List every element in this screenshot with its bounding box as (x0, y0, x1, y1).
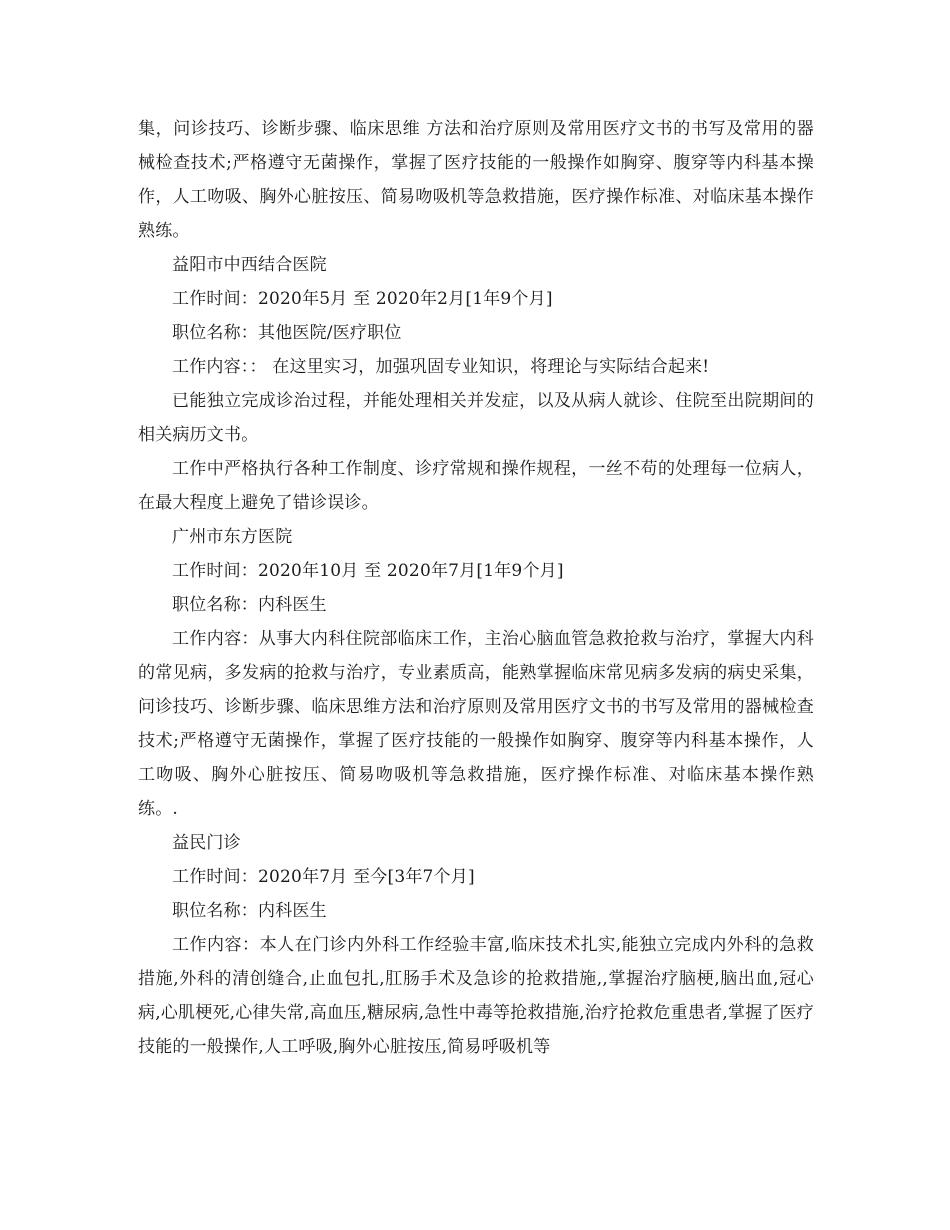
job-title: 职位名称：内科医生 (172, 901, 327, 921)
paragraph-continuation: 集，问诊技巧、诊断步骤、临床思维 方法和治疗原则及常用医疗文书的书写及常用的器械检查技术;严格遵守无菌操作，掌握了医疗技能的一般操作如胸穿、腹穿等内科基本操作，人工吻吸、胸外心脏按压、简易吻吸机等急救措施，医疗操作标准、对临床基本操作熟练。 (138, 119, 814, 241)
employer-name: 益民门诊 (172, 833, 241, 853)
work-period: 工作时间：2020年7月 至今[3年7个月] (172, 867, 475, 887)
work-period: 工作时间：2020年5月 至 2020年2月[1年9个月] (172, 289, 553, 309)
job-content: 工作内容：： 在这里实习，加强巩固专业知识，将理论与实际结合起来! (172, 357, 710, 377)
job-title: 职位名称：其他医院/医疗职位 (172, 323, 402, 343)
document-body (138, 112, 814, 1064)
job-content: 工作内容：本人在门诊内外科工作经验丰富,临床技术扎实,能独立完成内外科的急救措施,外科的清创缝合,止血包扎,肛肠手术及急诊的抢救措施,,掌握治疗脑梗,脑出血,冠心病,心肌梗死,心律失常,高血压,糖尿病,急性中毒等抢救措施,治疗抢救危重患者,掌握了医疗技能的一般操作,人工呼吸,胸外心脏按压,简易呼吸机等 (138, 935, 814, 1057)
employer-name: 益阳市中西结合医院 (172, 255, 327, 275)
job-title: 职位名称：内科医生 (172, 595, 327, 615)
job-content: 工作内容：从事大内科住院部临床工作，主治心脑血管急救抢救与治疗，掌握大内科的常见病，多发病的抢救与治疗，专业素质高，能熟掌握临床常见病多发病的病史采集，问诊技巧、诊断步骤、临床思维方法和治疗原则及常用医疗文书的书写及常用的器械检查技术;严格遵守无菌操作，掌握了医疗技能的一般操作如胸穿、腹穿等内科基本操作，人工吻吸、胸外心脏按压、简易吻吸机等急救措施，医疗操作标准、对临床基本操作熟练。. (138, 629, 814, 819)
paragraph: 工作中严格执行各种工作制度、诊疗常规和操作规程，一丝不苟的处理每一位病人，在最大程度上避免了错诊误诊。 (138, 459, 814, 513)
work-period: 工作时间：2020年10月 至 2020年7月[1年9个月] (172, 561, 564, 581)
paragraph: 已能独立完成诊治过程，并能处理相关并发症，以及从病人就诊、住院至出院期间的相关病历文书。 (138, 391, 814, 445)
employer-name: 广州市东方医院 (172, 527, 293, 547)
